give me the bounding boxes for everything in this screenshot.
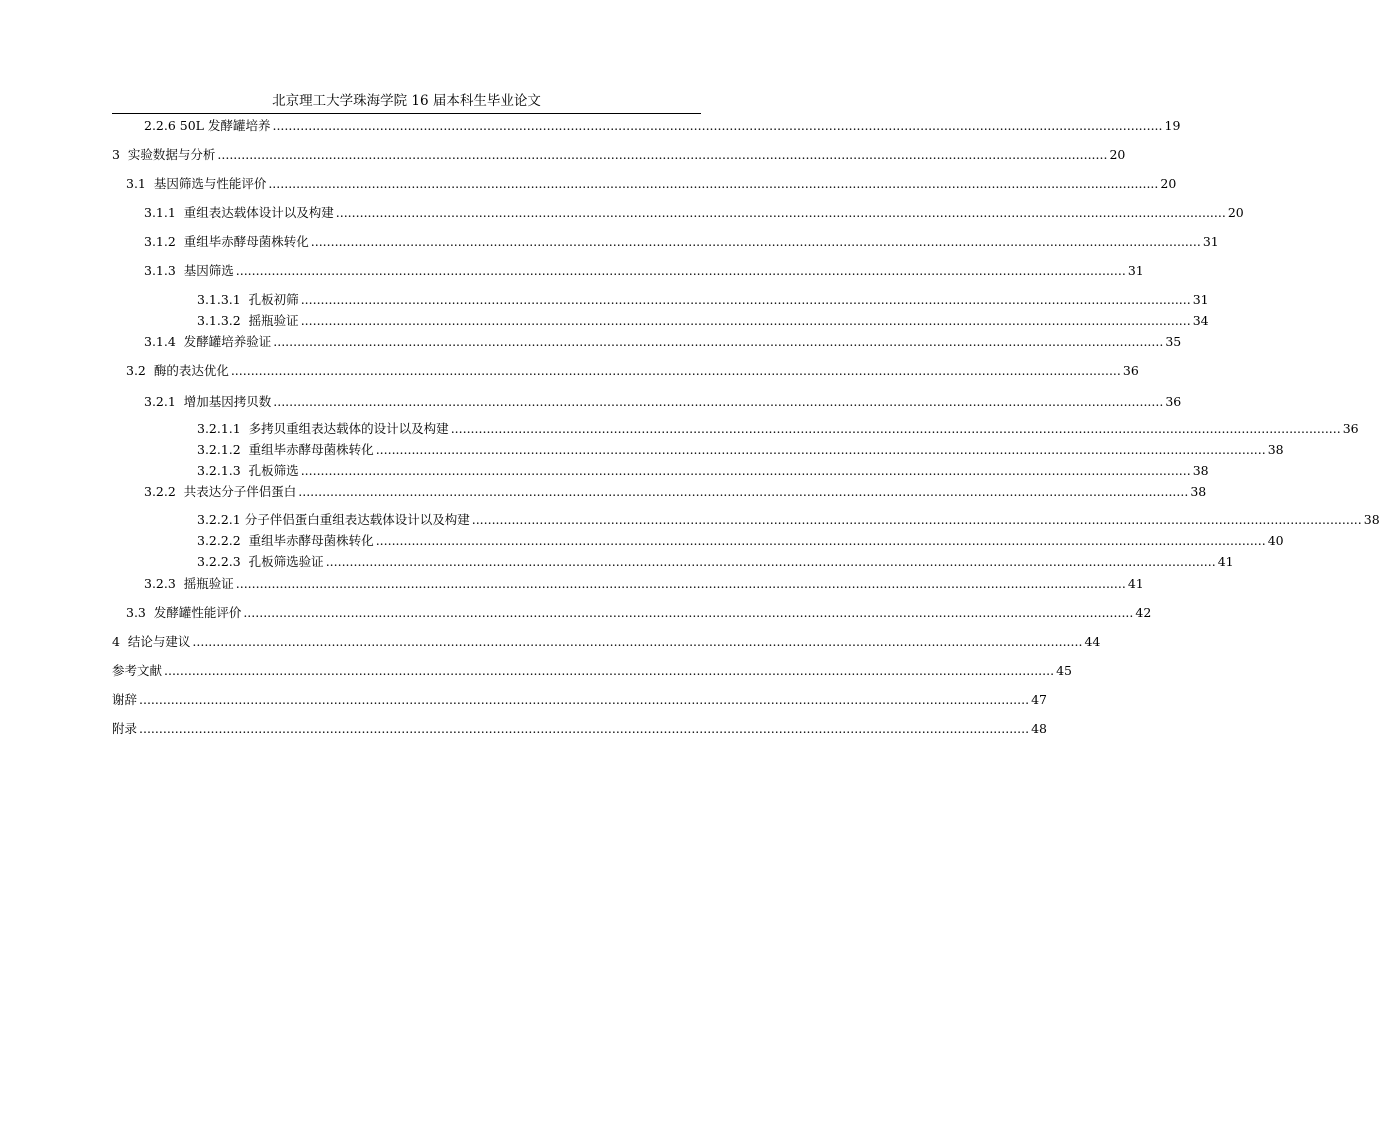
toc-entry-label: 参考文献: [112, 663, 163, 678]
toc-entry[interactable]: [0, 146, 1126, 164]
toc-entry[interactable]: [0, 262, 1144, 280]
toc-entry-page: 38: [1267, 442, 1284, 457]
toc-leader: [272, 117, 1162, 135]
toc-entry-label: 3.1.3 基因筛选: [144, 263, 234, 278]
toc-entry[interactable]: [0, 441, 1284, 459]
toc-entry[interactable]: [0, 511, 1380, 529]
toc-entry[interactable]: [0, 633, 1101, 651]
toc-leader: [311, 233, 1201, 251]
toc-entry-label: 3.1 基因筛选与性能评价: [126, 176, 267, 191]
toc-leader: [298, 483, 1188, 501]
toc-entry-label: 3.2.2.2 重组毕赤酵母菌株转化: [197, 533, 374, 548]
toc-entry[interactable]: [0, 204, 1244, 222]
toc-leader: [164, 662, 1054, 680]
toc-entry-page: 36: [1165, 394, 1182, 409]
toc-entry[interactable]: [0, 393, 1182, 411]
toc-leader: [192, 633, 1082, 651]
toc-entry-page: 20: [1160, 176, 1177, 191]
toc-entry-label: 3.2.1.2 重组毕赤酵母菌株转化: [197, 442, 374, 457]
toc-leader: [243, 604, 1133, 622]
toc-leader: [268, 175, 1158, 193]
toc-entry-page: 44: [1084, 634, 1101, 649]
toc-leader: [301, 312, 1191, 330]
toc-entry-page: 38: [1363, 512, 1380, 527]
toc-leader: [376, 532, 1266, 550]
toc-entry-page: 38: [1192, 463, 1209, 478]
toc-leader: [301, 462, 1191, 480]
toc-entry[interactable]: [0, 333, 1182, 351]
toc-entry[interactable]: [0, 720, 1047, 738]
toc-entry[interactable]: [0, 312, 1209, 330]
toc-entry-page: 41: [1217, 554, 1234, 569]
toc-entry-label: 3.2.1.1 多拷贝重组表达载体的设计以及构建: [197, 421, 449, 436]
toc-entry[interactable]: [0, 233, 1219, 251]
toc-entry-page: 31: [1192, 292, 1209, 307]
toc-entry-page: 38: [1190, 484, 1207, 499]
toc-entry-page: 47: [1031, 692, 1047, 707]
toc-entry-page: 45: [1056, 663, 1072, 678]
toc-entry-page: 36: [1122, 363, 1139, 378]
toc-entry-page: 48: [1031, 721, 1047, 736]
toc-leader: [301, 291, 1191, 309]
toc-entry-label: 3.1.4 发酵罐培养验证: [144, 334, 272, 349]
toc-entry-label: 4 结论与建议: [112, 634, 191, 649]
toc-entry-page: 40: [1267, 533, 1284, 548]
toc-entry-page: 20: [1227, 205, 1244, 220]
toc-entry[interactable]: [0, 662, 1072, 680]
toc-entry-label: 3.1.1 重组表达载体设计以及构建: [144, 205, 334, 220]
toc-entry[interactable]: [0, 175, 1177, 193]
toc-leader: [376, 441, 1266, 459]
toc-entry[interactable]: [0, 420, 1359, 438]
toc-entry-label: 3 实验数据与分析: [112, 147, 216, 162]
toc-entry-page: 31: [1127, 263, 1144, 278]
toc-entry-label: 3.2.2 共表达分子伴侣蛋白: [144, 484, 297, 499]
toc-entry[interactable]: [0, 604, 1152, 622]
toc-entry-label: 3.2.3 摇瓶验证: [144, 576, 234, 591]
toc-leader: [139, 720, 1029, 738]
toc-entry[interactable]: [0, 532, 1284, 550]
toc-entry[interactable]: [0, 483, 1207, 501]
toc-leader: [326, 553, 1216, 571]
toc-leader: [336, 204, 1226, 222]
toc-entry[interactable]: [0, 291, 1209, 309]
toc-entry-label: 3.2.1 增加基因拷贝数: [144, 394, 272, 409]
toc-entry-label: 3.2 酶的表达优化: [126, 363, 229, 378]
toc-entry-label: 3.1.3.2 摇瓶验证: [197, 313, 299, 328]
toc-entry-label: 附录: [112, 721, 138, 736]
toc-entry-page: 36: [1342, 421, 1359, 436]
toc-entry-page: 34: [1192, 313, 1209, 328]
page-header-title: 北京理工大学珠海学院 16 届本科生毕业论文: [272, 93, 541, 109]
toc-entry[interactable]: [0, 575, 1144, 593]
toc-entry-page: 20: [1109, 147, 1126, 162]
toc-leader: [217, 146, 1107, 164]
toc-entry[interactable]: [0, 691, 1047, 709]
toc-entry-label: 3.2.2.1 分子伴侣蛋白重组表达载体设计以及构建: [197, 512, 470, 527]
toc-leader: [273, 393, 1163, 411]
toc-leader: [139, 691, 1029, 709]
toc-leader: [273, 333, 1163, 351]
toc-leader: [236, 262, 1126, 280]
toc-entry-label: 3.3 发酵罐性能评价: [126, 605, 242, 620]
toc-leader: [231, 362, 1121, 380]
toc-leader: [236, 575, 1126, 593]
toc-entry[interactable]: [0, 117, 1181, 135]
toc-entry-label: 3.2.1.3 孔板筛选: [197, 463, 299, 478]
toc-leader: [472, 511, 1362, 529]
toc-entry-label: 3.2.2.3 孔板筛选验证: [197, 554, 324, 569]
toc-entry-label: 3.1.2 重组毕赤酵母菌株转化: [144, 234, 309, 249]
toc-entry[interactable]: [0, 462, 1209, 480]
toc-entry-label: 3.1.3.1 孔板初筛: [197, 292, 299, 307]
header-divider: [112, 113, 701, 114]
toc-entry-page: 31: [1202, 234, 1219, 249]
toc-entry-label: 2.2.6 50L 发酵罐培养: [144, 118, 271, 133]
toc-entry[interactable]: [0, 362, 1139, 380]
toc-entry-page: 41: [1127, 576, 1144, 591]
toc-entry[interactable]: [0, 553, 1234, 571]
toc-leader: [451, 420, 1341, 438]
toc-entry-page: 35: [1165, 334, 1182, 349]
toc-entry-label: 谢辞: [112, 692, 138, 707]
toc-entry-page: 42: [1135, 605, 1152, 620]
toc-entry-page: 19: [1164, 118, 1181, 133]
